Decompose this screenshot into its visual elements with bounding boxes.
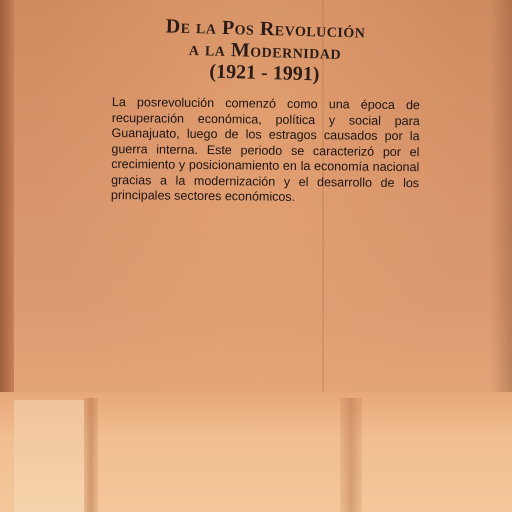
title-years: (1921 - 1991) xyxy=(209,60,320,86)
title-line-2: a la Modernidad xyxy=(188,38,342,64)
lower-left-panel-edge xyxy=(14,400,84,512)
shadow-stripe-right xyxy=(340,398,362,512)
title-line-1: De la Pos Revolución xyxy=(165,15,366,43)
shadow-stripe-left xyxy=(84,398,98,512)
panel-description: La posrevolución comenzó como una época de recuperación económica, política y social para Guanajuato, luego de los estragos causados por la guerra interna. Este periodo se caracterizó por el crecimiento y posicionamiento en la economía nacional gracias a la modernización y el desarrollo de los principales sectores económicos. xyxy=(110,95,420,204)
panel-title xyxy=(119,14,411,88)
